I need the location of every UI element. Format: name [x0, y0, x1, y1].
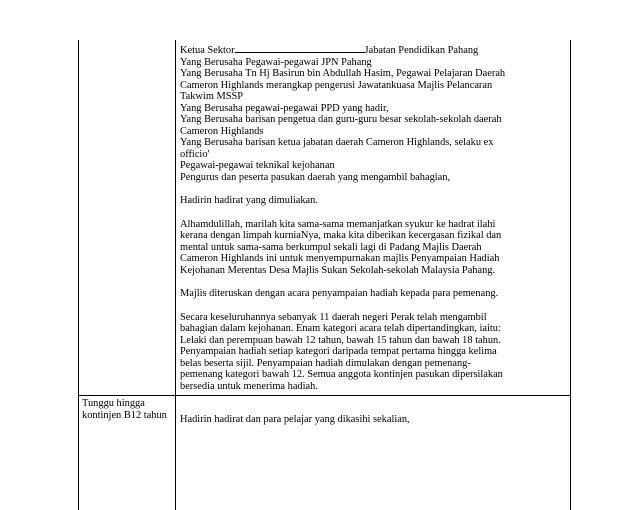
paragraph-line: Cameron Highlands ini untuk menyempurnakan majlis Penyampaian Hadiah: [180, 253, 500, 264]
salutation-line: officio': [180, 148, 210, 160]
salutation-line-1: Ketua Sektor Jabatan Pendidikan Pahang: [180, 45, 479, 56]
paragraph-line: bersedia untuk menerima hadiah.: [180, 380, 318, 392]
salutation-line: Cameron Highlands: [180, 125, 264, 137]
row2-speech-line: Hadirin hadirat dan para pelajar yang dikasihi sekalian,: [180, 414, 410, 425]
paragraph-line: Kejohanan Merentas Desa Majlis Sukan Sekolah-sekolah Malaysia Pahang.: [180, 264, 496, 276]
paragraph-line: Majlis diteruskan dengan acara penyampaian hadiah kepada para pemenang.: [180, 288, 499, 299]
salutation-line: Pegawai-pegawai teknikal kejohanan: [180, 160, 335, 171]
row2-speech-cell: [180, 414, 410, 426]
salutation-line: Takwim MSSP: [180, 91, 244, 102]
salutation-line: Yang Berusaha barisan pengetua dan guru-guru besar sekolah-sekolah daerah: [180, 114, 502, 125]
row-divider: [79, 395, 570, 396]
paragraph-line: Penyampaian hadiah setiap kategori daripada tempat pertama hingga kelima: [180, 346, 497, 357]
paragraph-line: bahagian dalam kejohanan. Enam kategori acara telah dipertandingkan, iaitu:: [180, 323, 501, 334]
paragraph-line: kerana dengan limpah kurniaNya, maka kita diberikan kecergasan fizikal dan: [180, 230, 502, 241]
salutation-line: Pengurus dan peserta pasukan daerah yang mengambil bahagian,: [180, 171, 451, 183]
salutation-line: Cameron Highlands merangkap pengerusi Jawatankuasa Majlis Pelancaran: [180, 79, 493, 91]
paragraph-line: pemenang kategori bawah 12. Semua anggota kontinjen pasukan dipersilakan: [180, 369, 503, 380]
paragraph-line: belas beserta sijil. Penyampaian hadiah dimulakan dengan pemenang-: [180, 357, 471, 369]
salutation-line: Yang Berusaha Tn Hj Basirun bin Abdullah Hasim, Pegawai Pelajaran Daerah: [180, 68, 506, 79]
column-divider: [175, 40, 176, 510]
paragraph-line: Lelaki dan perempuan bawah 12 tahun, bawah 15 tahun dan bawah 18 tahun.: [180, 334, 501, 346]
instruction-line: Tunggu hingga: [82, 398, 145, 409]
salutation-line: Yang Berusaha Pegawai-pegawai JPN Pahang: [180, 56, 372, 68]
instruction-cell: [82, 398, 172, 421]
paragraph-line: Secara keseluruhannya sebanyak 11 daerah negeri Perak telah mengambil: [180, 311, 487, 323]
greeting-line: Hadirin hadirat yang dimuliakan.: [180, 195, 318, 206]
paragraph-line: mental untuk sama-sama berkumpul sekali lagi di Padang Majlis Daerah: [180, 241, 482, 253]
paragraph-line: Alhamdulillah, marilah kita sama-sama memanjatkan syukur ke hadrat ilahi: [180, 218, 496, 230]
salutation-line: Yang Berusaha pegawai-pegawai PPD yang hadir,: [180, 102, 389, 114]
document-table: [78, 40, 571, 510]
blank-line: [235, 43, 365, 53]
instruction-line: kontinjen B12 tahun: [82, 409, 167, 421]
speech-text-cell: [180, 43, 564, 392]
salutation-line: Yang Berusaha barisan ketua jabatan daerah Cameron Highlands, selaku ex: [180, 137, 494, 148]
